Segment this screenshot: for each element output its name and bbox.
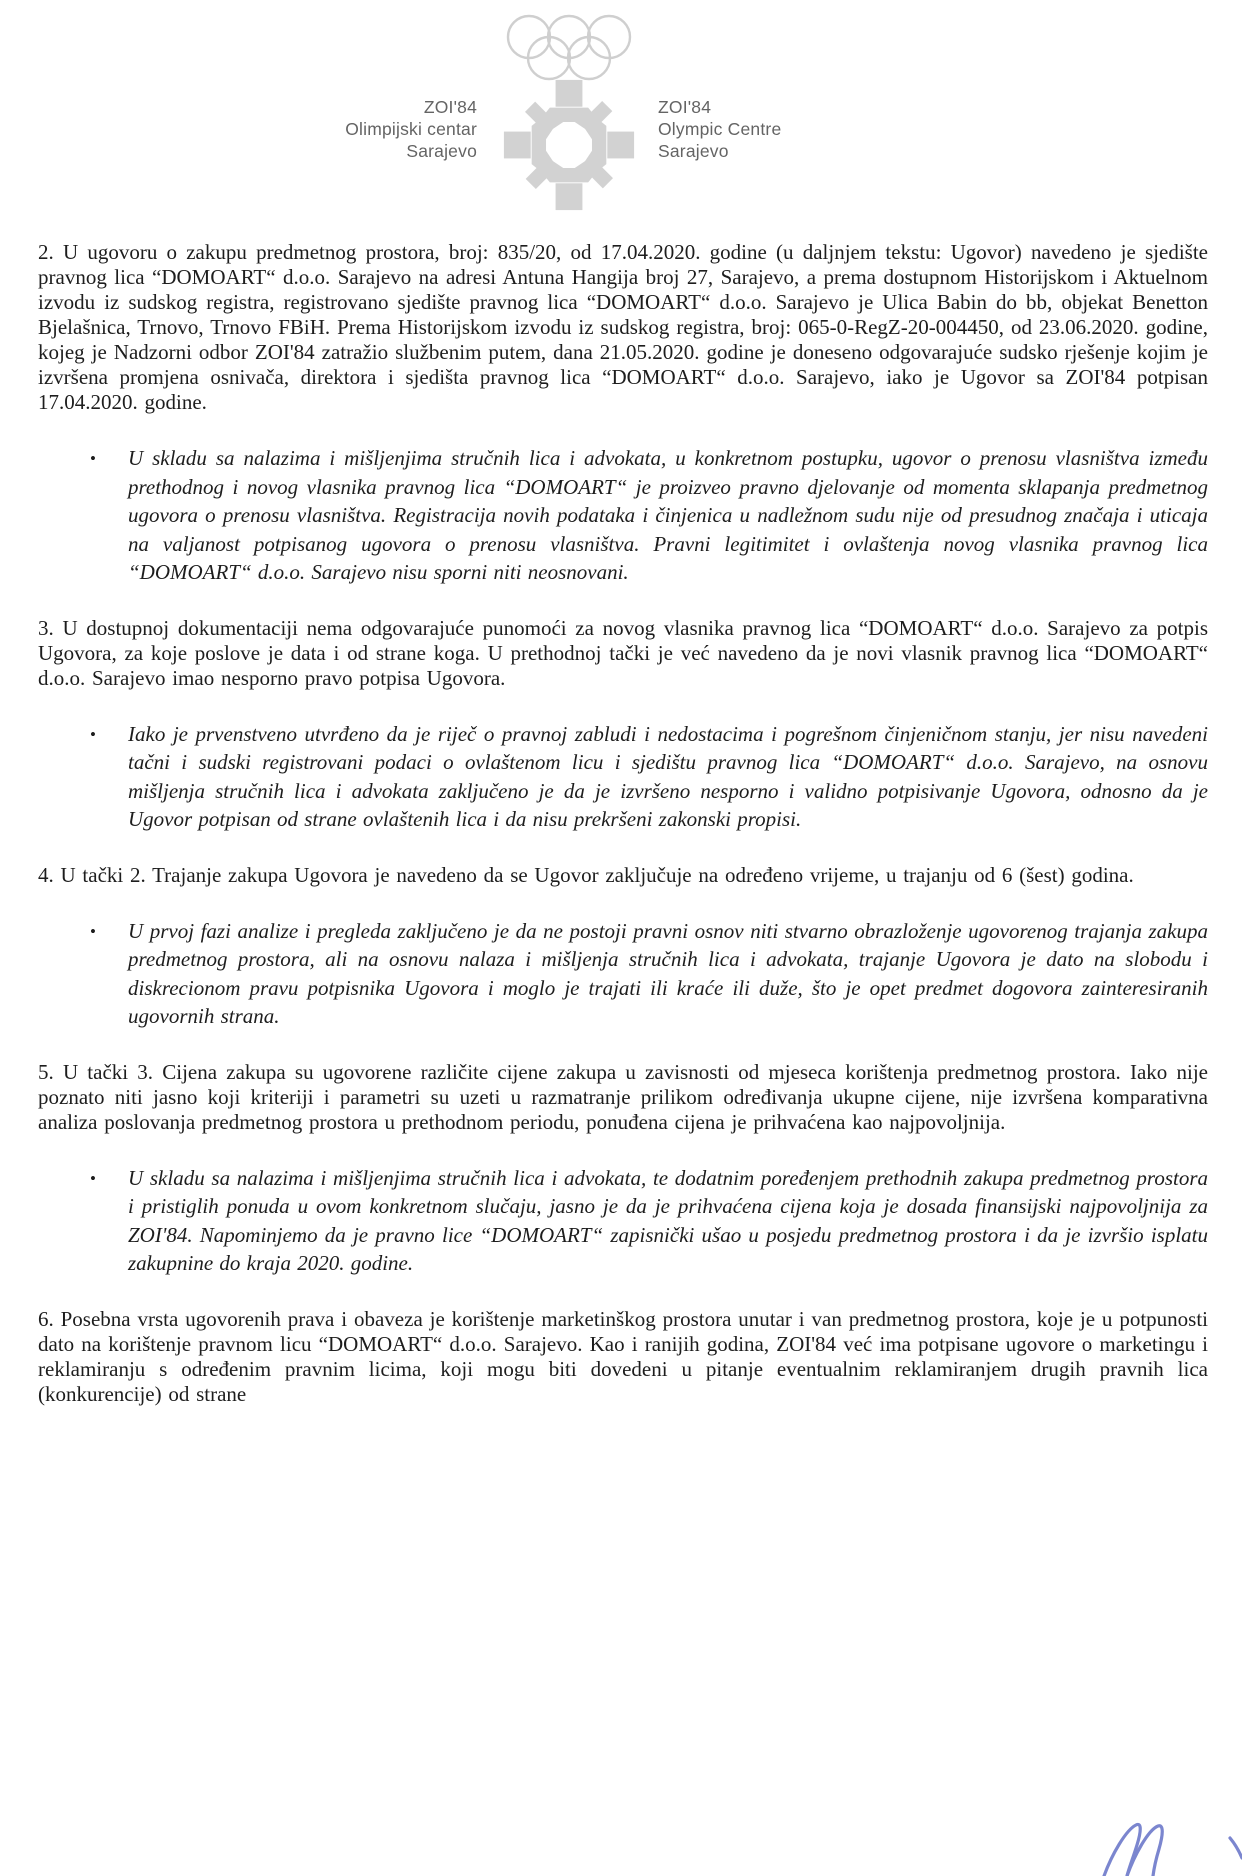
- bullet-item-1: [90, 444, 1208, 587]
- bullet-text: Iako je prvenstveno utvrđeno da je riječ o pravnoj zabludi i nedostacima i pogrešnom činjeničnom stanju, jer nisu navedeni tačni i sudski registrovani podaci o ovlaštenom licu i sjedištu pravnog lica “DOMOART“ d.o.o. Sarajevo, na osnovu mišljenja stručnih lica i advokata zaključeno je da je izvršeno nesporno i validno potpisivanje Ugovora, odnosno da je Ugovor potpisan od strane ovlaštenih lica i da nisu prekršeni zakonski propisi.: [128, 721, 1208, 831]
- bullet-marker: •: [90, 724, 96, 744]
- olympic-rings-icon: [502, 12, 636, 84]
- org-local-line1: ZOI'84: [423, 97, 477, 117]
- paragraph-4: 4. U tački 2. Trajanje zakupa Ugovora je navedeno da se Ugovor zaključuje na određeno vrijeme, u trajanju od 6 (šest) godina.: [38, 862, 1134, 887]
- bullet-text: U skladu sa nalazima i mišljenjima stručnih lica i advokata, u konkretnom postupku, ugovor o prenosu vlasništva između prethodnog i novog vlasnika pravnog lica “DOMOART“ je proizveo pravno djelovanje od momenta sklapanja predmetnog ugovora o prenosu vlasništva. Registracija novih podataka i činjenica u nadležnom sudu nije od presudnog značaja i uticaja na valjanost potpisanog ugovora o prenosu vlasništva. Pravni legitimitet i ovlaštenja novog vlasnika pravnog lica “DOMOART“ d.o.o. Sarajevo nisu sporni niti neosnovani.: [128, 446, 1208, 584]
- bullet-marker: •: [90, 449, 96, 468]
- paragraph-3: 3. U dostupnoj dokumentaciji nema odgovarajuće punomoći za novog vlasnika pravnog lica “DOMOART“ d.o.o. Sarajevo za potpis Ugovora, za koje poslove je data i od strane koga. U prethodnoj tački je već navedeno da je novi vlasnik pravnog lica “DOMOART“ d.o.o. Sarajevo imao nesporno pravo potpisa Ugovora.: [38, 615, 1208, 690]
- org-name-local: [345, 96, 477, 162]
- snowflake-icon: [502, 78, 636, 212]
- bullet-text: U skladu sa nalazima i mišljenjima stručnih lica i advokata, te dodatnim poređenjem prethodnih zakupa predmetnog prostora i pristiglih ponuda u ovom konkretnom slučaju, jasno je da je prihvaćena cijena koja je dosada finansijski najpovoljnija za ZOI'84. Napominjemo da je pravno lice “DOMOART“ zapisnički ušao u posjedu predmetnog prostora i da je izvršio isplatu zakupnine do kraja 2020. godine.: [128, 1165, 1208, 1275]
- bullet-item-2: [90, 720, 1208, 834]
- bullet-item-4: [90, 1164, 1208, 1278]
- signature-mark: [1092, 1818, 1242, 1876]
- org-english-line3: Sarajevo: [658, 141, 729, 161]
- org-name-english: [658, 96, 781, 162]
- bullet-marker: •: [90, 921, 96, 941]
- document-body: [38, 240, 1208, 1436]
- org-local-line3: Sarajevo: [406, 141, 477, 161]
- bullet-text: U prvoj fazi analize i pregleda zaključeno je da ne postoji pravni osnov niti stvarno obrazloženje ugovorenog trajanja zakupa predmetnog prostora, ali na osnovu nalaza i mišljenja stručnih lica i advokata, trajanje Ugovora je dato na slobodu i diskrecionom pravu potpisnika Ugovora i moglo je trajati ili kraće ili duže, što je opet predmet dogovora zainteresiranih ugovornih strana.: [128, 918, 1208, 1028]
- paragraph-2: 2. U ugovoru o zakupu predmetnog prostora, broj: 835/20, od 17.04.2020. godine (u daljnjem tekstu: Ugovor) navedeno je sjedište pravnog lica “DOMOART“ d.o.o. Sarajevo na adresi Antuna Hangija broj 27, Sarajevo, a prema dostupnom Historijskom i Aktuelnom izvodu iz sudskog registra, registrovano sjedište pravnog lica “DOMOART“ d.o.o. Sarajevo je Ulica Babin do bb, objekat Benetton Bjelašnica, Trnovo, Trnovo FBiH. Prema Historijskom izvodu iz sudskog registra, broj: 065-0-RegZ-20-004450, od 23.06.2020. godine, kojeg je Nadzorni odbor ZOI'84 zatražio službenim putem, dana 21.05.2020. godine je doneseno odgovarajuće sudsko rješenje kojim je izvršena promjena osnivača, direktora i sjedišta pravnog lica “DOMOART“ d.o.o. Sarajevo, iako je Ugovor sa ZOI'84 potpisan 17.04.2020. godine.: [38, 240, 1208, 414]
- zoi84-logo: [502, 12, 636, 212]
- bullet-marker: •: [90, 1168, 96, 1188]
- letterhead: [0, 0, 1242, 222]
- org-english-line2: Olympic Centre: [658, 119, 782, 139]
- bullet-item-3: [90, 917, 1208, 1031]
- paragraph-6: 6. Posebna vrsta ugovorenih prava i obaveza je korištenje marketinškog prostora unutar i van predmetnog prostora, koje je u potpunosti dato na korištenje pravnom licu “DOMOART“ d.o.o. Sarajevo. Kao i ranijih godina, ZOI'84 već ima potpisane ugovore o marketingu i reklamiranju s određenim pravnim licima, koji mogu biti dovedeni u pitanje eventualnim reklamiranjem drugih pravnih lica (konkurencije) od strane: [38, 1306, 1208, 1406]
- org-english-line1: ZOI'84: [658, 97, 712, 117]
- org-local-line2: Olimpijski centar: [345, 119, 477, 139]
- paragraph-5: 5. U tački 3. Cijena zakupa su ugovorene različite cijene zakupa u zavisnosti od mjeseca korištenja predmetnog prostora. Iako nije poznato niti jasno koji kriteriji i parametri su uzeti u razmatranje prilikom određivanja ukupne cijene, nije izvršena komparativna analiza poslovanja predmetnog prostora u prethodnom periodu, ponuđena cijena je prihvaćena kao najpovoljnija.: [38, 1059, 1208, 1134]
